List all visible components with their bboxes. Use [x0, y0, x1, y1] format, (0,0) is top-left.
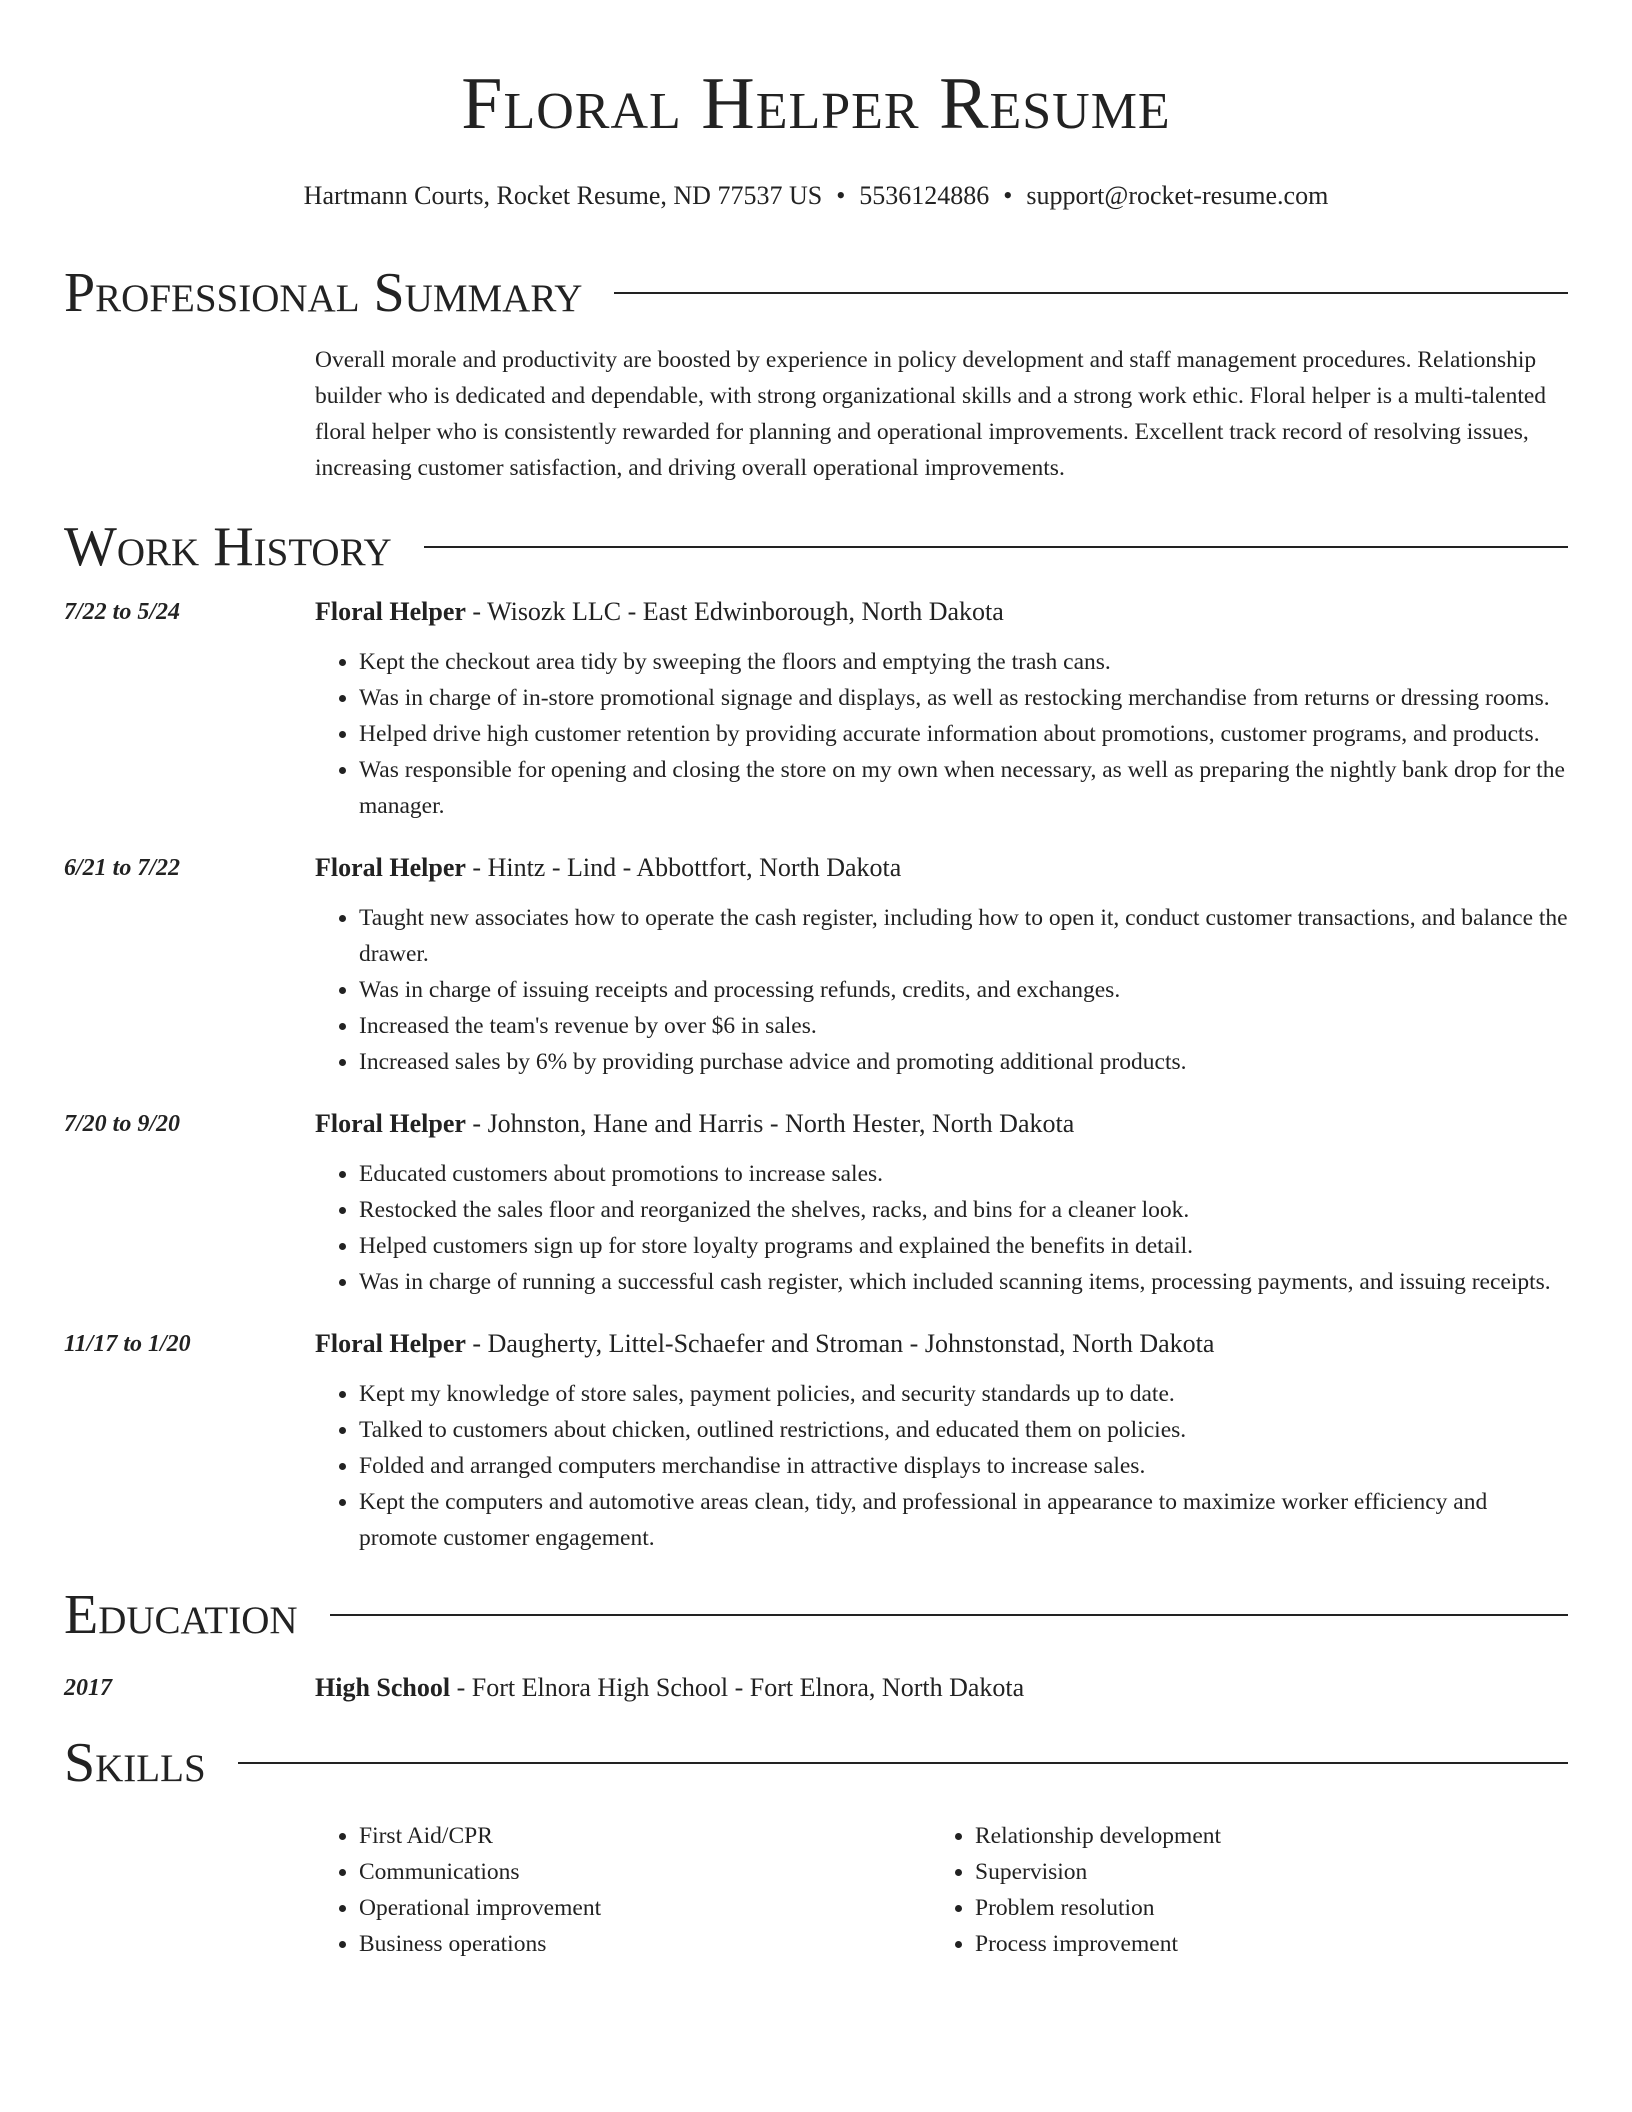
job-entry	[64, 594, 1568, 824]
skill-item: • Problem resolution	[975, 1890, 1547, 1926]
job-body	[315, 850, 1568, 1080]
education-degree: High School	[315, 1673, 451, 1702]
job-bullets	[315, 900, 1568, 1080]
job-title: Floral Helper	[315, 1329, 466, 1358]
job-dates: 7/22 to 5/24	[64, 599, 181, 625]
job-bullet: • Talked to customers about chicken, outlined restrictions, and educated them on policies.	[359, 1412, 1568, 1448]
job-bullet: • Restocked the sales floor and reorganized the shelves, racks, and bins for a cleaner look.	[359, 1192, 1568, 1228]
job-bullets	[315, 1376, 1568, 1556]
skill-item: • Relationship development	[975, 1818, 1547, 1854]
job-bullet: • Kept the computers and automotive areas clean, tidy, and professional in appearance to maximize worker efficiency and promote customer engagement.	[359, 1484, 1568, 1556]
education-line	[315, 1670, 1024, 1706]
job-list	[64, 594, 1568, 1556]
education-section-header	[64, 1584, 1568, 1646]
separator-dot: •	[1003, 181, 1013, 210]
education-year: 2017	[64, 1675, 112, 1701]
job-title: Floral Helper	[315, 597, 466, 626]
summary-text: Overall morale and productivity are boosted by experience in policy development and staff management procedures. Relationship builder who is dedicated and dependable, with strong organizational skills and a strong work ethic. Floral helper is a multi-talented floral helper who is consistently rewarded for planning and operational improvements. Excellent track record of resolving issues, increasing customer satisfaction, and driving overall operational improvements.	[315, 347, 1547, 481]
job-bullet: • Kept my knowledge of store sales, payment policies, and security standards up to date.	[359, 1376, 1568, 1412]
section-divider	[424, 546, 1568, 548]
job-body	[315, 594, 1568, 824]
job-bullet: • Increased sales by 6% by providing purchase advice and promoting additional products.	[359, 1044, 1568, 1080]
skill-item: • Communications	[359, 1854, 931, 1890]
job-details: - Johnston, Hane and Harris - North Hester, North Dakota	[465, 1109, 1075, 1138]
job-details: - Hintz - Lind - Abbottfort, North Dakota	[465, 853, 902, 882]
job-bullet: • Was in charge of in-store promotional signage and displays, as well as restocking merchandise from returns or dressing rooms.	[359, 680, 1568, 716]
skills-section-header	[64, 1732, 1568, 1794]
job-details: - Wisozk LLC - East Edwinborough, North Dakota	[465, 597, 1004, 626]
skill-item: • Supervision	[975, 1854, 1547, 1890]
phone: 5536124886	[859, 181, 990, 210]
skills-column-right	[931, 1818, 1547, 1962]
skill-item: • Business operations	[359, 1926, 931, 1962]
skills-list	[64, 1818, 1568, 1962]
job-dates: 6/21 to 7/22	[64, 855, 181, 881]
job-dates: 7/20 to 9/20	[64, 1111, 181, 1137]
job-bullet: • Taught new associates how to operate the cash register, including how to open it, conduct customer transactions, and balance the drawer.	[359, 900, 1568, 972]
job-bullets	[315, 1156, 1568, 1300]
job-bullet: • Was responsible for opening and closing the store on my own when necessary, as well as preparing the nightly bank drop for the manager.	[359, 752, 1568, 824]
education-details: - Fort Elnora High School - Fort Elnora, North Dakota	[450, 1673, 1025, 1702]
skill-item: • First Aid/CPR	[359, 1818, 931, 1854]
job-bullet: • Folded and arranged computers merchandise in attractive displays to increase sales.	[359, 1448, 1568, 1484]
job-entry	[64, 850, 1568, 1080]
education-entry	[64, 1670, 1568, 1706]
job-body	[315, 1106, 1568, 1300]
job-title-line	[315, 1106, 1568, 1142]
job-bullet: • Was in charge of issuing receipts and processing refunds, credits, and exchanges.	[359, 972, 1568, 1008]
resume-title: Floral Helper Resume	[461, 63, 1171, 145]
section-divider	[330, 1614, 1568, 1616]
section-divider	[238, 1762, 1568, 1764]
job-body	[315, 1326, 1568, 1556]
job-bullet: • Kept the checkout area tidy by sweeping the floors and emptying the trash cans.	[359, 644, 1568, 680]
job-title: Floral Helper	[315, 853, 466, 882]
education-heading: Education	[64, 1584, 298, 1646]
section-divider	[614, 292, 1568, 294]
skills-column-left	[315, 1818, 931, 1962]
job-bullet: • Helped drive high customer retention by providing accurate information about promotions, customer programs, and products.	[359, 716, 1568, 752]
job-entry	[64, 1326, 1568, 1556]
separator-dot: •	[836, 181, 846, 210]
skill-item: • Process improvement	[975, 1926, 1547, 1962]
job-bullet: • Educated customers about promotions to increase sales.	[359, 1156, 1568, 1192]
job-bullet: • Helped customers sign up for store loyalty programs and explained the benefits in detail.	[359, 1228, 1568, 1264]
summary-section-header	[64, 262, 1568, 324]
email: support@rocket-resume.com	[1026, 181, 1329, 210]
job-title-line	[315, 850, 1568, 886]
job-title-line	[315, 1326, 1568, 1362]
work-history-heading: Work History	[64, 516, 392, 578]
job-details: - Daugherty, Littel-Schaefer and Stroman - Johnstonstad, North Dakota	[465, 1329, 1215, 1358]
skills-heading: Skills	[64, 1732, 206, 1794]
job-title: Floral Helper	[315, 1109, 466, 1138]
job-entry	[64, 1106, 1568, 1300]
skill-item: • Operational improvement	[359, 1890, 931, 1926]
summary-heading: Professional Summary	[64, 262, 583, 324]
work-history-section-header	[64, 516, 1568, 578]
address: Hartmann Courts, Rocket Resume, ND 77537 US	[303, 181, 823, 210]
contact-line	[64, 180, 1568, 212]
job-bullets	[315, 644, 1568, 824]
job-bullet: • Was in charge of running a successful cash register, which included scanning items, processing payments, and issuing receipts.	[359, 1264, 1568, 1300]
job-dates: 11/17 to 1/20	[64, 1331, 191, 1357]
job-title-line	[315, 594, 1568, 630]
job-bullet: • Increased the team's revenue by over $6 in sales.	[359, 1008, 1568, 1044]
